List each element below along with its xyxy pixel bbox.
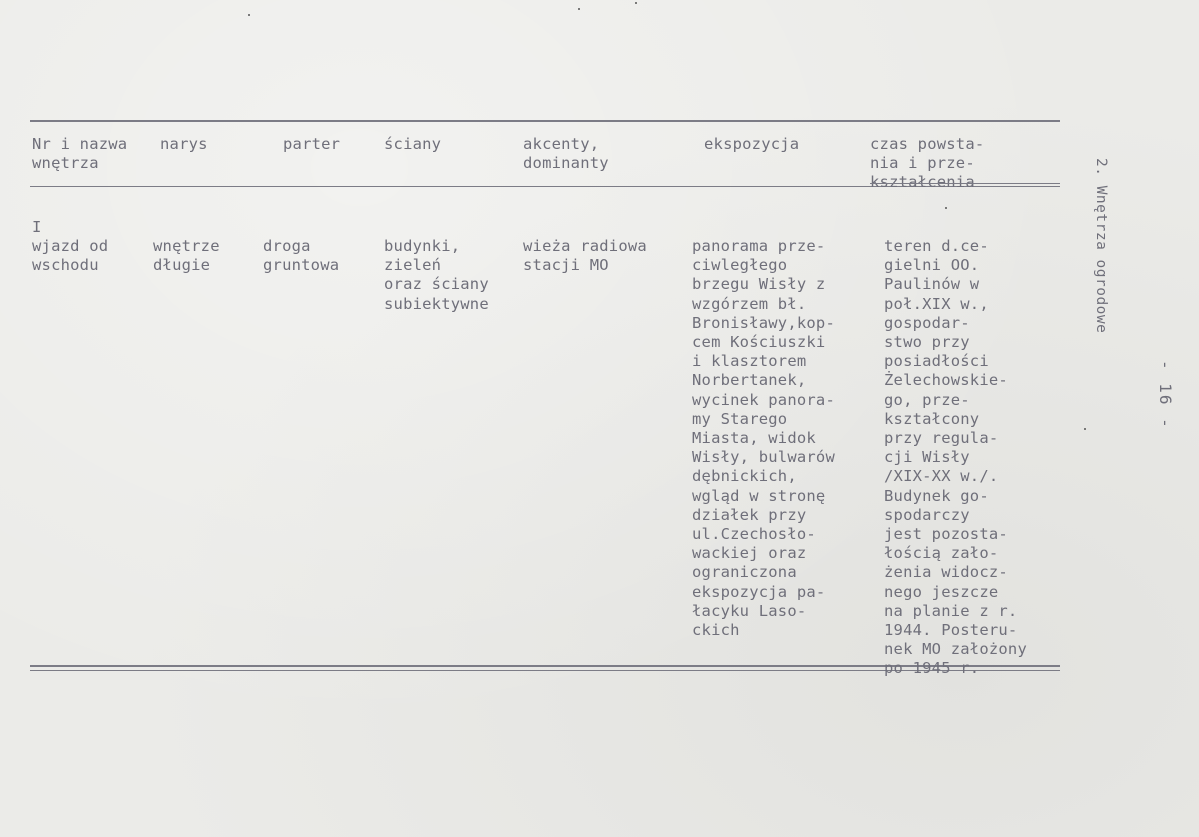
header-narys: narys: [160, 135, 208, 153]
page-number: - 16 -: [1156, 360, 1175, 430]
paper-speck: [635, 2, 637, 4]
cell-ekspozycja: panorama prze- ciwległego brzegu Wisły z wzgórzem bł. Bronisławy,kop- cem Kościuszki i klasztorem Norbertanek, wycinek panora- my Starego Miasta, widok Wisły, bulwarów dębnickich, wgląd w stronę działek przy ul.Czechosło- wackiej oraz ograniczona ekspozycja pa- łacyku Laso- ckich: [692, 237, 835, 640]
cell-sciany: budynki, zieleń oraz ściany subiektywne: [384, 237, 489, 313]
cell-akcenty: wieża radiowa stacji MO: [523, 237, 647, 275]
header-underline: [870, 183, 1060, 184]
paper-speck: [945, 207, 947, 209]
cell-nr-i-nazwa: I wjazd od wschodu: [32, 218, 109, 275]
cell-czas-powstania: teren d.ce- gielni OO. Paulinów w poł.XIX w., gospodar- stwo przy posiadłości Żelechowskie- go, prze- kształcony przy regula- cji Wisły /XIX-XX w./. Budynek go- spodarczy jest pozosta- łością zało- żenia widocz- nego jeszcze na planie z r. 1944. Posteru- nek MO założony po 1945 r.: [884, 237, 1027, 678]
header-parter: parter: [283, 135, 341, 153]
header-akcenty: akcenty, dominanty: [523, 135, 609, 173]
table-top-rule: [30, 120, 1060, 122]
header-ekspozycja: ekspozycja: [704, 135, 800, 153]
cell-parter: droga gruntowa: [263, 237, 340, 275]
header-czas-powstania: czas powsta- nia i prze- kształcenia: [870, 135, 985, 192]
paper-speck: [578, 8, 580, 10]
paper-speck: [248, 14, 250, 16]
side-section-title: 2. Wnętrza ogrodowe: [1093, 158, 1109, 334]
cell-narys: wnętrze długie: [153, 237, 220, 275]
paper-speck: [1084, 428, 1086, 430]
header-nr-i-nazwa: Nr i nazwa wnętrza: [32, 135, 128, 173]
header-sciany: ściany: [384, 135, 442, 153]
